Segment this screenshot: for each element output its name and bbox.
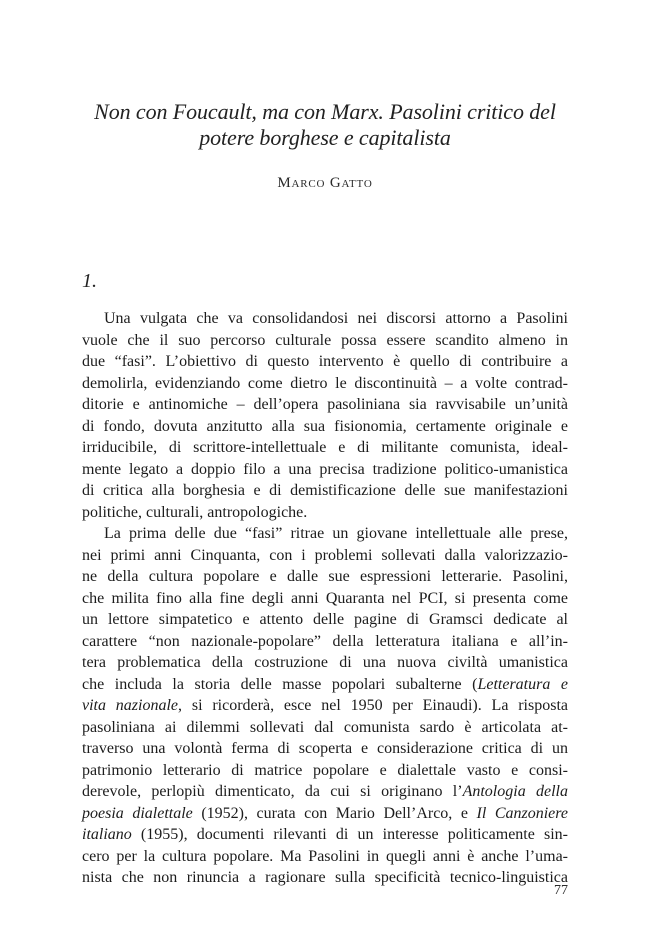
book-title: poesia dialettale xyxy=(82,804,193,822)
paragraph-1 xyxy=(82,308,568,523)
author-name: Marco Gatto xyxy=(277,175,373,191)
paragraph-line: vuole che il suo percorso culturale possa essere scandito almeno in xyxy=(82,331,568,349)
paragraph-line: mente legato a doppio filo a una precisa tradizione politico-umanistica xyxy=(82,460,568,478)
paragraph-line: nista che non rinuncia a ragionare sulla specificità tecnico-linguistica xyxy=(82,869,568,886)
body-text xyxy=(82,308,568,889)
line-text: (1952), curata con Mario Dell’Arco, e xyxy=(192,804,477,822)
paragraph-line: demolirla, evidenziando come dietro le discontinuità – a volte contrad- xyxy=(82,374,568,392)
line-text: derevole, perlopiù dimenticato, da cui si originano l’ xyxy=(82,783,463,800)
paragraph-line: nei primi anni Cinquanta, con i problemi sollevati dalla valorizzazio- xyxy=(82,546,568,564)
line-text: (1955), documenti rilevanti di un interesse politicamente sin- xyxy=(131,826,568,843)
paragraph-line: tera problematica della costruzione di una nuova civiltà umanistica xyxy=(82,654,568,671)
paragraph-line: che milita fino alla fine degli anni Quaranta nel PCI, si presenta come xyxy=(82,589,568,607)
book-title: vita nazionale xyxy=(82,697,179,714)
paragraph-line: ne della cultura popolare e dalle sue espressioni letterarie. Pasolini, xyxy=(82,568,568,585)
paragraph-line: Una vulgata che va consolidandosi nei discorsi attorno a Pasolini xyxy=(104,310,568,327)
book-title: Il Canzoniere xyxy=(476,804,569,822)
paragraph-line: politiche, culturali, antropologiche. xyxy=(82,503,308,521)
line-text: che includa la storia delle masse popolari subalterne ( xyxy=(82,675,478,693)
article-title xyxy=(78,99,572,151)
book-title: Letteratura e xyxy=(477,675,569,693)
paragraph-line: patrimonio letterario di matrice popolare e dialettale vasto e consi- xyxy=(82,761,568,779)
paragraph-line xyxy=(82,674,568,696)
paragraph-line xyxy=(82,781,568,803)
book-title: italiano xyxy=(82,826,132,843)
paragraph-line: carattere “non nazionale-popolare” della letteratura italiana e all’in- xyxy=(82,632,568,650)
book-title: Antologia della xyxy=(462,783,568,800)
paragraph-line: cero per la cultura popolare. Ma Pasolini in quegli anni è anche l’uma- xyxy=(82,847,568,865)
paragraph-2 xyxy=(82,523,568,889)
paragraph-line: La prima delle due “fasi” ritrae un giovane intellettuale alle prese, xyxy=(104,525,568,542)
paragraph-line xyxy=(82,803,568,825)
paragraph-line xyxy=(82,695,568,717)
paragraph-line: irriducibile, di scrittore-intellettuale e di militante comunista, ideal- xyxy=(82,439,568,456)
paragraph-line: traverso una volontà ferma di scoperta e considerazione critica di un xyxy=(82,740,568,757)
section-number: 1. xyxy=(82,270,97,292)
paragraph-line: di critica alla borghesia e di demistificazione delle sue manifestazioni xyxy=(82,482,568,499)
paragraph-line xyxy=(82,824,568,846)
article-title-line-2: potere borghese e capitalista xyxy=(199,125,451,150)
paragraph-line: ditorie e antinomiche – dell’opera pasoliniana sia ravvisabile un’unità xyxy=(82,396,568,413)
paragraph-line: pasoliniana ai dilemmi sollevati dal comunista sardo è articolata at- xyxy=(82,718,568,736)
line-text: , si ricorderà, esce nel 1950 per Einaudi). La risposta xyxy=(178,697,568,714)
paragraph-line: un lettore simpatetico e attento delle pagine di Gramsci dedicate al xyxy=(82,611,568,628)
page-number: 77 xyxy=(554,883,568,898)
article-title-line-1: Non con Foucault, ma con Marx. Pasolini critico del xyxy=(94,99,556,124)
paragraph-line: due “fasi”. L’obiettivo di questo intervento è quello di contribuire a xyxy=(82,353,568,370)
paragraph-line: di fondo, dovuta anzitutto alla sua fisionomia, certamente originale e xyxy=(82,417,568,435)
